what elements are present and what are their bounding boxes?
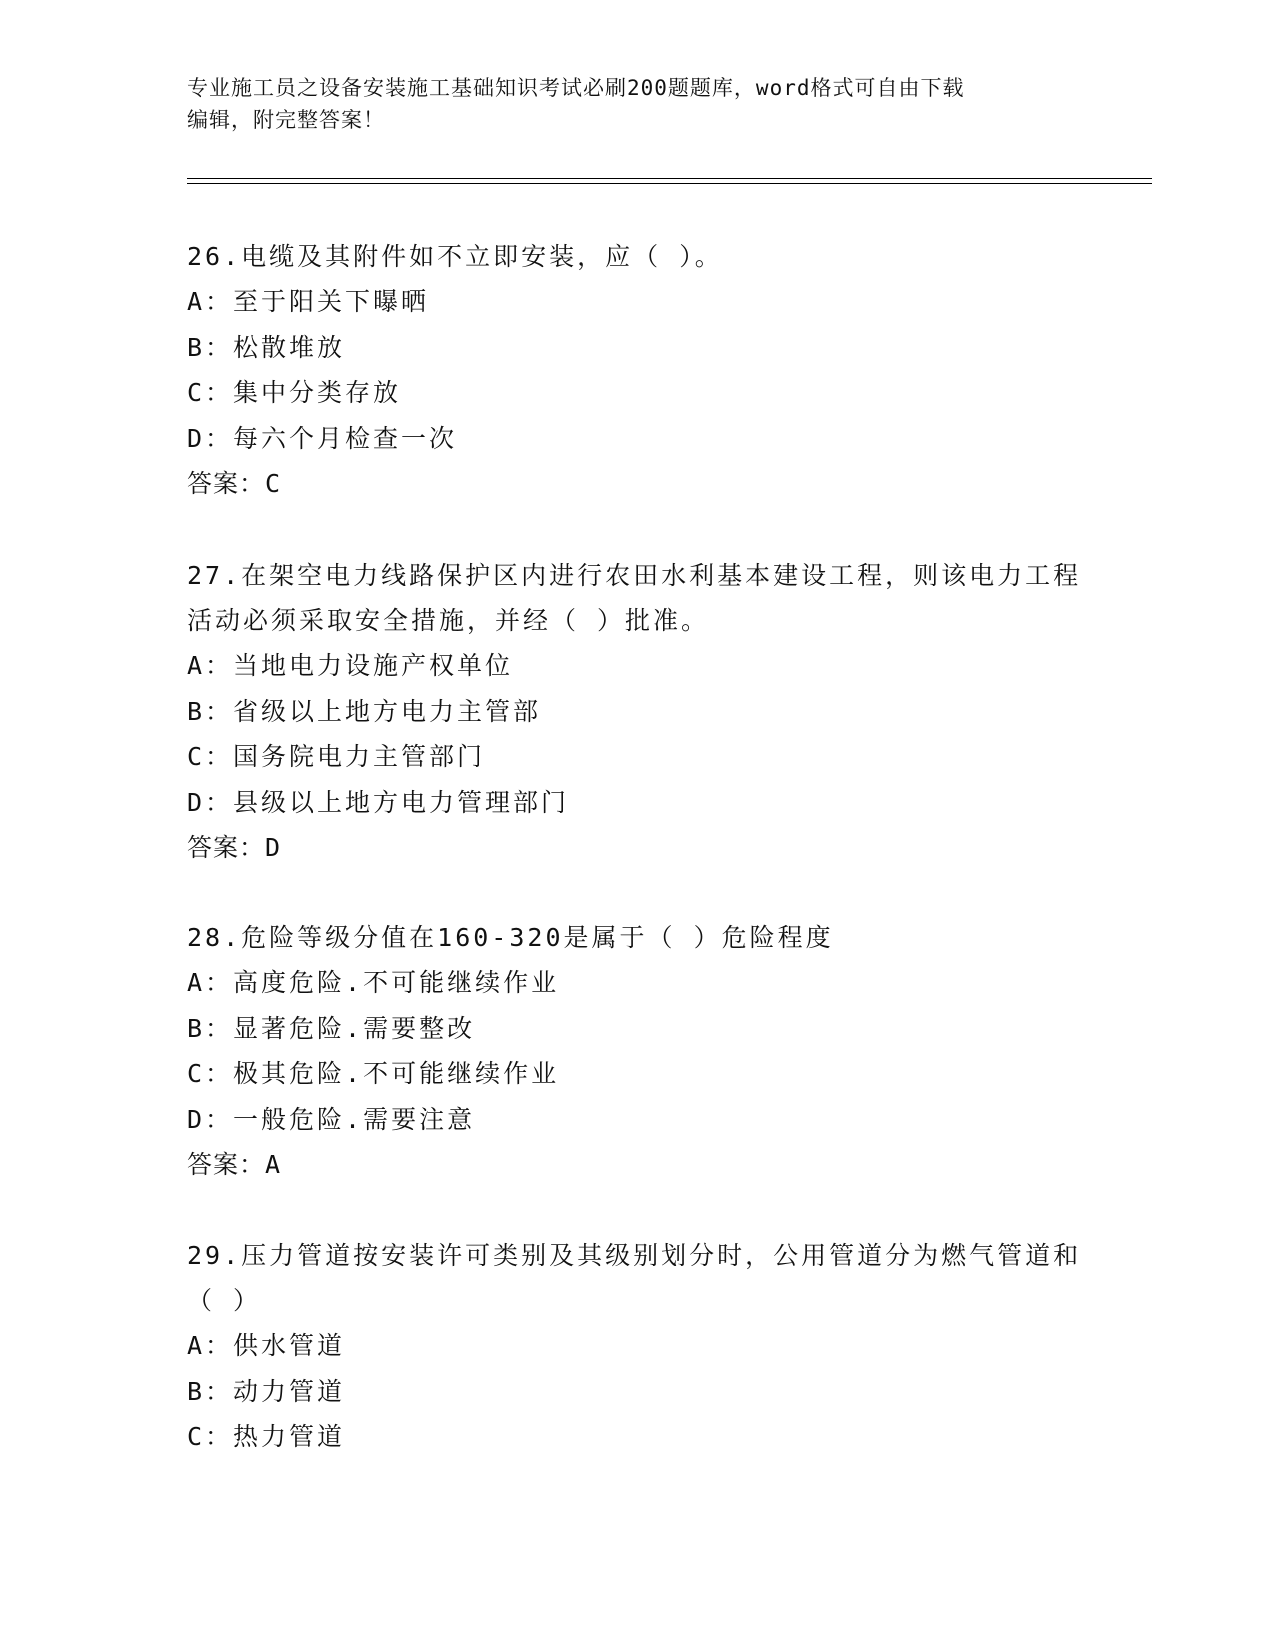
option-d: D：县级以上地方电力管理部门: [187, 787, 570, 817]
option-b: B：省级以上地方电力主管部: [187, 696, 542, 726]
question-stem: 26.电缆及其附件如不立即安装，应（ ）。: [187, 242, 723, 271]
answer: 答案：A: [187, 1150, 282, 1179]
option-d: D：一般危险.需要注意: [187, 1104, 476, 1134]
question-stem: 27.在架空电力线路保护区内进行农田水利基本建设工程，则该电力工程活动必须采取安全措施，并经（ ）批准。: [187, 561, 1082, 635]
question-28: [187, 915, 1087, 1187]
document-header: [187, 72, 1067, 136]
header-divider-top: [187, 178, 1152, 179]
question-26: [187, 234, 1087, 506]
option-a: A：供水管道: [187, 1331, 346, 1360]
question-27: [187, 553, 1087, 870]
option-b: B：松散堆放: [187, 332, 346, 362]
answer: 答案：C: [187, 469, 282, 498]
option-c: C：极其危险.不可能继续作业: [187, 1059, 560, 1088]
option-c: C：热力管道: [187, 1422, 346, 1451]
option-a: A：至于阳关下曝晒: [187, 287, 430, 316]
header-line-2: 编辑，附完整答案！: [187, 108, 385, 132]
header-divider-bottom: [187, 183, 1152, 184]
option-a: A：高度危险.不可能继续作业: [187, 968, 560, 997]
option-b: B：动力管道: [187, 1376, 346, 1406]
question-29: [187, 1233, 1087, 1460]
header-line-1: 专业施工员之设备安装施工基础知识考试必刷200题题库，word格式可自由下载: [187, 76, 965, 100]
option-c: C：集中分类存放: [187, 378, 402, 407]
option-b: B：显著危险.需要整改: [187, 1013, 476, 1043]
option-a: A：当地电力设施产权单位: [187, 651, 514, 680]
question-stem: 29.压力管道按安装许可类别及其级别划分时，公用管道分为燃气管道和（ ）: [187, 1241, 1082, 1315]
answer: 答案：D: [187, 833, 282, 862]
option-d: D：每六个月检查一次: [187, 423, 458, 453]
option-c: C：国务院电力主管部门: [187, 742, 486, 771]
question-stem: 28.危险等级分值在160-320是属于（ ）危险程度: [187, 923, 834, 952]
